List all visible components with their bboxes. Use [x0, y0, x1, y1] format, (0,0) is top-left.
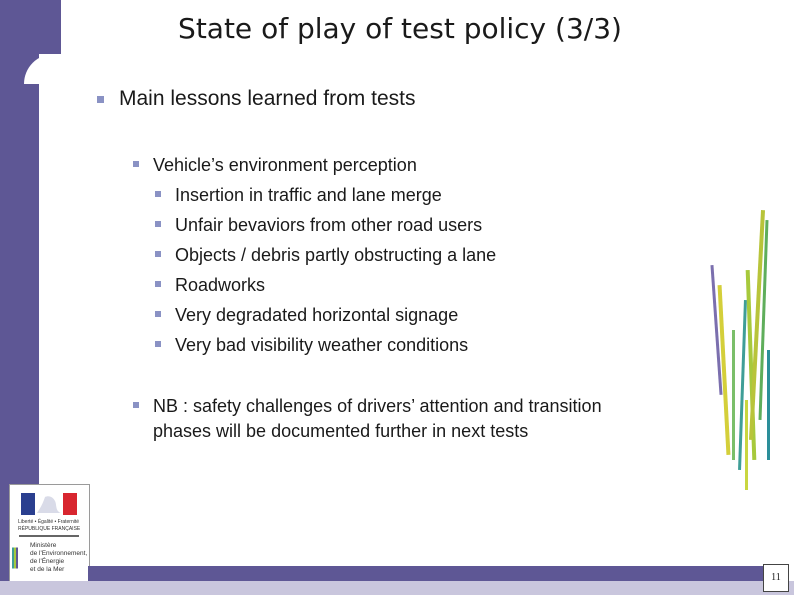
square-bullet-icon: [155, 311, 161, 317]
logo-divider: [19, 535, 79, 537]
square-bullet-icon: [155, 221, 161, 227]
logo-ministry-line2: de l'Environnement,: [30, 550, 88, 557]
square-bullet-icon: [133, 402, 139, 408]
bullet-text: Unfair bevaviors from other road users: [175, 215, 483, 235]
bottom-bar: [88, 566, 763, 581]
bullet-objects-debris: [175, 244, 496, 266]
flag-icon: [21, 493, 77, 515]
marianne-logo-icon: [9, 484, 90, 586]
bullet-insertion: [175, 184, 442, 206]
logo-header-line1: Liberté • Égalité • Fraternité: [18, 519, 80, 525]
flag-blue: [21, 493, 35, 515]
stripe-lime-2: [745, 400, 748, 490]
bullet-text: Very degradated horizontal signage: [175, 305, 459, 325]
bullet-text: Main lessons learned from tests: [119, 87, 416, 110]
note-line-2: phases will be documented further in next tests: [153, 421, 529, 441]
bullet-text: Very bad visibility weather conditions: [175, 335, 469, 355]
bullet-text: Insertion in traffic and lane merge: [175, 185, 442, 205]
stripe-green-1: [732, 330, 735, 460]
logo-color-tabs: [12, 537, 18, 579]
logo-ministry-line4: et de la Mer: [30, 566, 65, 573]
bullet-note: [153, 395, 693, 439]
logo-ministry-line1: Ministère: [30, 542, 57, 549]
bullet-signage: [175, 304, 458, 326]
bullet-roadworks: [175, 274, 265, 296]
bullet-text: Objects / debris partly obstructing a lane: [175, 245, 497, 265]
flag-white: [35, 493, 63, 515]
sidebar-notch: [39, 0, 61, 54]
marianne-profile-icon: [35, 493, 63, 515]
bullet-environment-perception: [153, 154, 417, 176]
square-bullet-icon: [155, 281, 161, 287]
slide-title: State of play of test policy (3/3): [178, 12, 622, 45]
bullet-visibility: [175, 334, 468, 356]
bullet-text: Roadworks: [175, 275, 266, 295]
decorative-stripes-icon: [705, 200, 790, 565]
bullet-text: Vehicle’s environment perception: [153, 155, 417, 175]
square-bullet-icon: [97, 96, 104, 103]
square-bullet-icon: [133, 161, 139, 167]
bullet-main-lessons: [119, 88, 415, 110]
square-bullet-icon: [155, 341, 161, 347]
square-bullet-icon: [155, 191, 161, 197]
bottom-strip: [0, 581, 794, 595]
page-number: 11: [763, 564, 789, 592]
square-bullet-icon: [155, 251, 161, 257]
flag-red: [63, 493, 77, 515]
stripe-teal-2: [767, 350, 770, 460]
bullet-unfair-behaviors: [175, 214, 482, 236]
note-line-1: NB : safety challenges of drivers’ attention and transition: [153, 396, 602, 416]
logo-header-line2: RÉPUBLIQUE FRANÇAISE: [18, 526, 81, 532]
logo-ministry-line3: de l'Énergie: [30, 558, 65, 565]
